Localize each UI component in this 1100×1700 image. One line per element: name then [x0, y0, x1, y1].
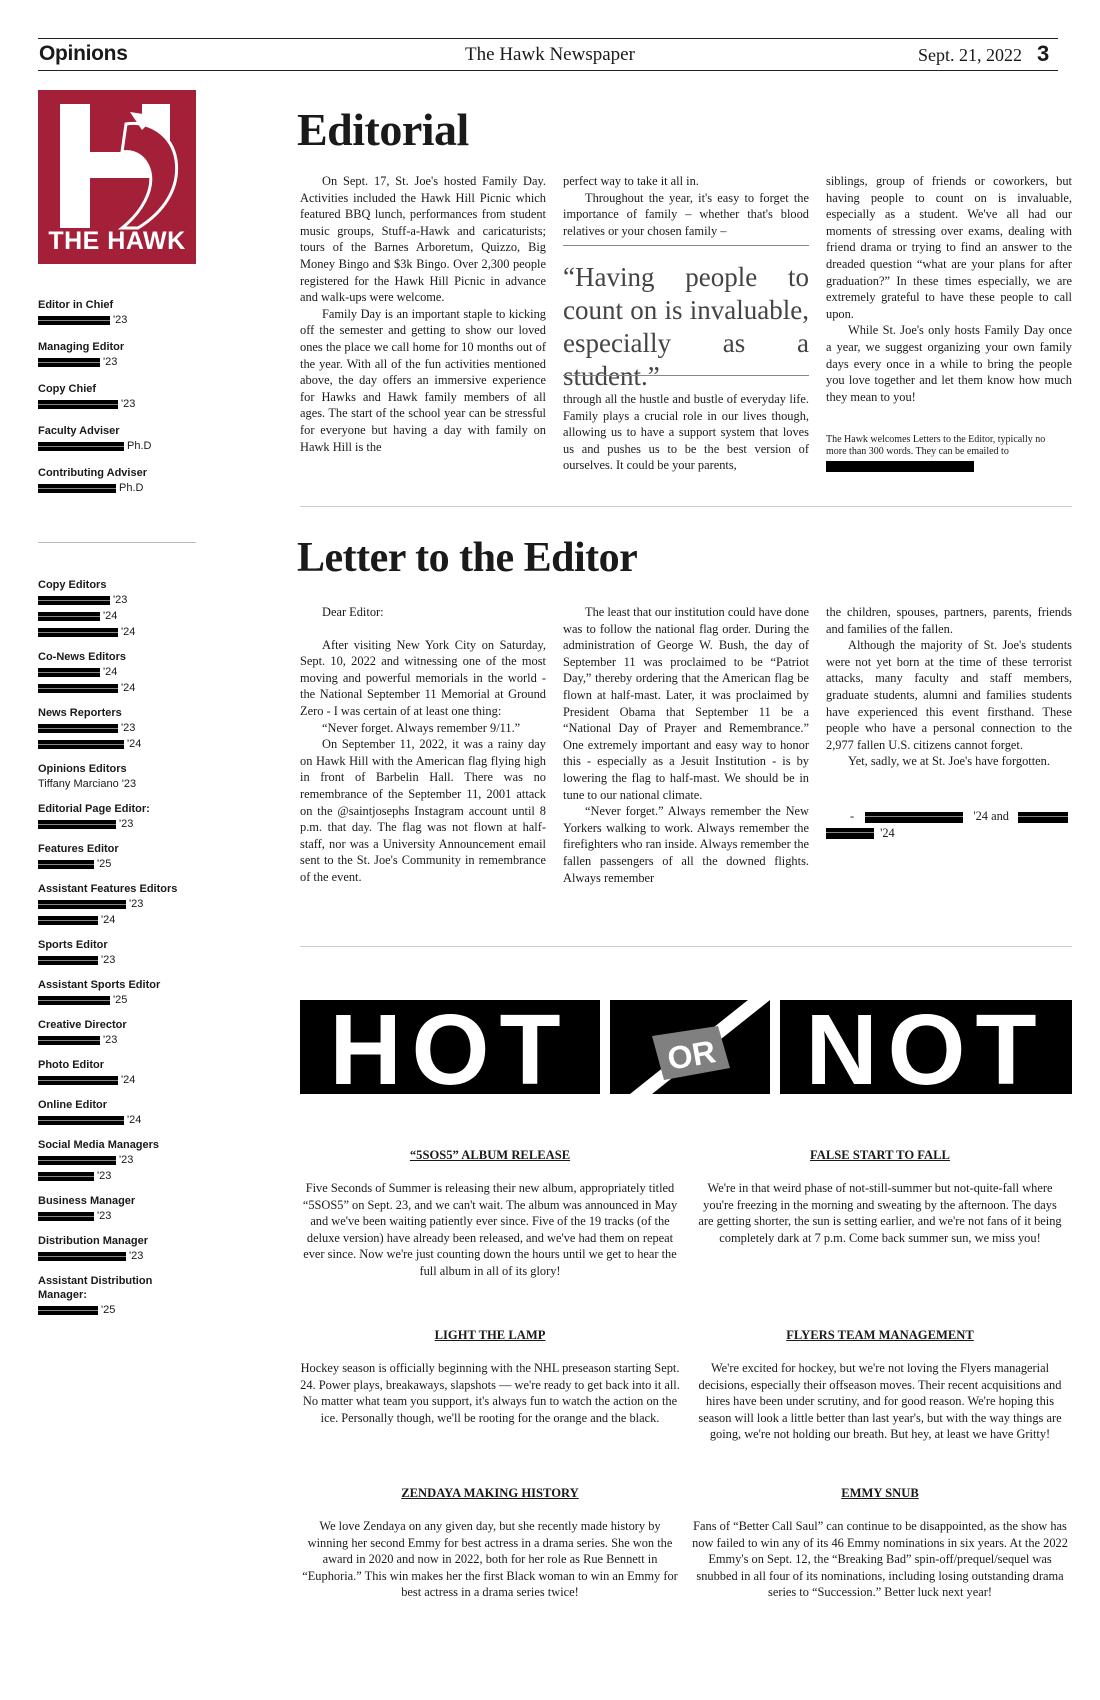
- hawk-logo: [38, 90, 196, 264]
- editorial-paragraph: perfect way to take it all in.: [563, 174, 699, 188]
- masthead-suffix: '24: [121, 1074, 136, 1086]
- redacted-name: [38, 484, 116, 493]
- masthead-person: [38, 592, 198, 608]
- masthead-role: Copy Chief: [38, 383, 97, 395]
- masthead-group: [38, 340, 198, 370]
- redacted-name: [38, 956, 98, 965]
- masthead-divider: [38, 542, 196, 543]
- pull-quote-rule-top: [563, 245, 809, 246]
- redacted-name: [38, 996, 110, 1005]
- redacted-name: [826, 828, 874, 839]
- masthead-group: [38, 1194, 198, 1224]
- letter-paragraph: Although the majority of St. Joe's students were not yet born at the time of these terrorist attacks, many faculty and staff members, graduate students, alumni and families students have experienced this event firsthand. These people who have a personal connection to the 2,977 fallen U.S. citizens cannot forget.: [826, 638, 1072, 752]
- masthead-person: [38, 992, 198, 1008]
- masthead-suffix: '23: [101, 954, 116, 966]
- not-item-body: Fans of “Better Call Saul” can continue to be disappointed, as the show has now failed to win any of its 46 Emmy nominations in six years. At the 2022 Emmy's on Sept. 12, the “Breaking Bad” spin-off/prequel/sequel was snubbed in all four of its nominations, including losing outstanding drama series to “Succession.” Better luck next year!: [692, 1519, 1068, 1600]
- redacted-name: [38, 916, 98, 925]
- letter-column-2: [563, 604, 809, 886]
- masthead-person: [38, 1152, 198, 1168]
- letter-salutation: Dear Editor:: [322, 605, 384, 619]
- redacted-name: [38, 316, 110, 325]
- masthead-suffix: '25: [113, 994, 128, 1006]
- masthead-group: [38, 938, 198, 968]
- masthead-suffix: '23: [121, 398, 136, 410]
- signature-dash: -: [850, 809, 855, 823]
- hot-word: HOT: [329, 996, 571, 1098]
- editorial-paragraph: Family Day is an important staple to kicking off the semester and getting to show our loved ones the place we call home for 10 months out of the year. With all of the fun activities mentioned above, the day offers an immersive experience for Hawks and Hawk family members of all ages. The start of the school year can be stressful for everyone but having a day with family on Hawk Hill is the: [300, 306, 546, 454]
- editorial-paragraph: Throughout the year, it's easy to forget the importance of family – whether that's blood relatives or your chosen family –: [563, 190, 809, 238]
- issue-date: Sept. 21, 2022: [918, 45, 1023, 65]
- masthead-role: Creative Director: [38, 1019, 127, 1031]
- masthead-person: [38, 816, 198, 832]
- hot-item-title: ZENDAYA MAKING HISTORY: [401, 1486, 579, 1500]
- redacted-name: [38, 1116, 124, 1125]
- masthead-group: [38, 1234, 198, 1264]
- masthead-person: [38, 664, 198, 680]
- hot-item-body: Hockey season is officially beginning with the NHL preseason starting Sept. 24. Power plays, breakaways, slapshots — we're ready to get back into it all. No matter what team you support, it's always fun to watch the action on the ice. Personally though, we'll be rooting for the orange and the black.: [300, 1361, 680, 1425]
- not-item-body: We're excited for hockey, but we're not loving the Flyers managerial decisions, especially their offseason moves. Their recent acquisitions and hires have been under scrutiny, and for good reason. We're hoping this season will look a little better than last year's, but with the way things are going, we're not holding our breath. But hey, at least we have Gritty!: [698, 1361, 1062, 1442]
- masthead-suffix: '24: [101, 914, 116, 926]
- letter-heading: Letter to the Editor: [297, 535, 638, 581]
- masthead-suffix: '25: [101, 1304, 116, 1316]
- masthead-suffix: '23: [121, 722, 136, 734]
- hot-item-title: LIGHT THE LAMP: [434, 1328, 546, 1342]
- pull-quote: “Having people to count on is invaluable, especially as a student.”: [563, 262, 809, 391]
- masthead-role: Opinions Editors: [38, 763, 127, 775]
- masthead-role: News Reporters: [38, 707, 122, 719]
- editorial-column-1: [300, 173, 546, 455]
- masthead-person: [38, 624, 198, 640]
- redacted-name: [865, 812, 963, 823]
- editorial-paragraph: While St. Joe's only hosts Family Day once a year, we suggest organizing your own family days every once in a while to bring the people you love together and let them know how much they mean to you!: [826, 323, 1072, 404]
- redacted-name: [38, 820, 116, 829]
- masthead-group: [38, 1058, 198, 1088]
- masthead-person: [38, 608, 198, 624]
- masthead-staff: [38, 578, 198, 1328]
- letter-paragraph: “Never forget.” Always remember the New Yorkers walking to work. Always remember the firefighters who ran inside. Always remember the fallen passengers of all the downed flights. Always remember: [563, 804, 810, 885]
- masthead-person: [38, 856, 198, 872]
- paper-name: The Hawk Newspaper: [465, 44, 635, 65]
- redacted-name: [38, 442, 124, 451]
- redacted-name: [38, 860, 94, 869]
- masthead-group: [38, 298, 198, 328]
- not-item-title: EMMY SNUB: [841, 1486, 919, 1500]
- masthead-suffix: '24: [121, 682, 136, 694]
- editorial-paragraph: through all the hustle and bustle of everyday life. Family plays a crucial role in our lives though, allowing us to have a support system that loves us and pushes us to be the best version of ourselves. It could be your parents,: [563, 392, 809, 473]
- letter-paragraph: Yet, sadly, we at St. Joe's have forgotten.: [848, 754, 1050, 769]
- masthead-person: [38, 912, 198, 928]
- masthead-leadership: [38, 298, 198, 508]
- masthead-person: [38, 438, 198, 454]
- masthead-group: [38, 762, 198, 792]
- masthead-suffix: '23: [113, 594, 128, 606]
- redacted-name: [1018, 812, 1068, 823]
- masthead-role: Assistant Sports Editor: [38, 979, 161, 991]
- masthead-suffix: '24: [103, 610, 118, 622]
- masthead-person: [38, 680, 198, 696]
- masthead-suffix: Ph.D: [119, 482, 144, 494]
- section-divider: [300, 946, 1072, 947]
- masthead-role: Assistant Distribution Manager:: [38, 1275, 153, 1301]
- hot-item-body: Five Seconds of Summer is releasing their new album, appropriately titled “5SOS5” on Sept. 23, and we can't wait. The album was announced in May and we've been waiting patiently ever since. Five of the 19 tracks (of the deluxe version) have already been released, and we've had them on repeat ever since. Now we're just counting down the hours until we get to hear the full album in all of its glory!: [302, 1181, 678, 1278]
- masthead-suffix: '24: [127, 1114, 142, 1126]
- editorial-column-2-bottom: [563, 391, 809, 474]
- redacted-name: [38, 596, 110, 605]
- masthead-suffix: '24: [121, 626, 136, 638]
- editorial-column-2: [563, 173, 809, 239]
- section-name: Opinions: [39, 42, 128, 65]
- logo-text: THE HAWK: [48, 227, 186, 255]
- redacted-name: [38, 1156, 116, 1165]
- masthead-role: Faculty Adviser: [38, 425, 120, 437]
- masthead-role: Business Manager: [38, 1195, 136, 1207]
- masthead-suffix: '23: [119, 1154, 134, 1166]
- section-divider: [300, 506, 1072, 507]
- masthead-role: Social Media Managers: [38, 1139, 160, 1151]
- masthead-person: [38, 1032, 198, 1048]
- masthead-suffix: '24: [103, 666, 118, 678]
- header-top-rule: [38, 38, 1058, 39]
- redacted-name: [38, 358, 100, 367]
- redacted-name: [38, 1036, 100, 1045]
- signature-year-2: '24: [880, 825, 895, 840]
- redacted-name: [38, 668, 100, 677]
- masthead-group: [38, 1274, 198, 1318]
- masthead-person: [38, 720, 198, 736]
- masthead-group: [38, 578, 198, 640]
- letter-paragraph: After visiting New York City on Saturday, Sept. 10, 2022 and witnessing one of the most moving and powerful memorials in the world - the National September 11 Memorial at Ground Zero - I was certain of at least one thing:: [300, 637, 546, 718]
- redacted-name: [38, 900, 126, 909]
- masthead-suffix: '23: [129, 898, 144, 910]
- letter-column-3: [826, 604, 1072, 770]
- masthead-suffix: '23: [97, 1210, 112, 1222]
- masthead-role: Managing Editor: [38, 341, 125, 353]
- redacted-name: [38, 612, 100, 621]
- masthead-role: Contributing Adviser: [38, 467, 147, 479]
- masthead-group: [38, 1018, 198, 1048]
- masthead-suffix: '23: [103, 1034, 118, 1046]
- letter-column-1: [300, 604, 546, 886]
- masthead-name: Tiffany Marciano '23: [38, 778, 137, 790]
- masthead-suffix: '23: [129, 1250, 144, 1262]
- redacted-name: [38, 1306, 98, 1315]
- masthead-person: [38, 896, 198, 912]
- masthead-suffix: '23: [97, 1170, 112, 1182]
- masthead-group: [38, 382, 198, 412]
- masthead-group: [38, 650, 198, 696]
- hot-or-not-banner: [300, 996, 1072, 1098]
- not-item-title: FALSE START TO FALL: [810, 1148, 950, 1162]
- masthead-suffix: '24: [127, 738, 142, 750]
- redacted-name: [38, 628, 118, 637]
- redacted-name: [38, 1212, 94, 1221]
- masthead-role: Copy Editors: [38, 579, 107, 591]
- masthead-suffix: '23: [119, 818, 134, 830]
- masthead-group: [38, 706, 198, 752]
- signature-year-1: '24 and: [973, 809, 1009, 823]
- masthead-role: Features Editor: [38, 843, 119, 855]
- masthead-group: [38, 1138, 198, 1184]
- header-bottom-rule: [38, 70, 1058, 71]
- not-item-body: We're in that weird phase of not-still-summer but not-quite-fall where you're freezing in the morning and sweating by the afternoon. The days are getting shorter, the sun is setting earlier, and we're not fans of it being completely dark at 7 p.m. Come back summer sun, we miss you!: [698, 1181, 1062, 1245]
- masthead-group: [38, 1098, 198, 1128]
- letter-paragraph: “Never forget. Always remember 9/11.”: [322, 720, 521, 735]
- masthead-person: [38, 312, 198, 328]
- masthead-suffix: '25: [97, 858, 112, 870]
- not-word: NOT: [805, 996, 1047, 1098]
- not-item-title: FLYERS TEAM MANAGEMENT: [786, 1328, 974, 1342]
- masthead-person: [38, 1112, 198, 1128]
- masthead-suffix: '23: [113, 314, 128, 326]
- letter-paragraph: the children, spouses, partners, parents, friends and families of the fallen.: [826, 605, 1072, 636]
- redacted-name: [38, 1172, 94, 1181]
- masthead-person: [38, 1208, 198, 1224]
- masthead-group: [38, 424, 198, 454]
- letter-paragraph: On September 11, 2022, it was a rainy day on Hawk Hill with the American flag flying high in front of Barbelin Hall. There was no remembrance of the September 11, 2001 attack on the @saintjosephs Instagram account until 8 p.m. that day. The flag was not flown at half-staff, nor was a University Announcement email sent to the St. Joe's Community in remembrance of the event.: [300, 737, 546, 884]
- hot-item-body: We love Zendaya on any given day, but she recently made history by winning her second Emmy for best actress in a drama series. She won the award in 2020 and now in 2022, both for her role as Rue Bennett in “Euphoria.” This win makes her the first Black woman to win an Emmy for best actress in a drama series twice!: [302, 1519, 678, 1600]
- redacted-name: [38, 1252, 126, 1261]
- masthead-role: Photo Editor: [38, 1059, 104, 1071]
- redacted-name: [38, 724, 118, 733]
- editorial-paragraph: siblings, group of friends or coworkers, but having people to count on is invaluable, especially as a student. We've all had our moments of stressing over exams, dealing with friend drama or trying to find an answer to the dreaded question “what are your plans for after graduation?” In these times especially, we are extremely grateful to have these people to call upon.: [826, 174, 1072, 321]
- redacted-name: [38, 1076, 118, 1085]
- redacted-name: [38, 740, 124, 749]
- masthead-person: [38, 776, 198, 792]
- letter-signature: [826, 808, 1072, 841]
- masthead-person: [38, 1302, 198, 1318]
- page-number: 3: [1037, 41, 1050, 66]
- masthead-group: [38, 978, 198, 1008]
- masthead-role: Distribution Manager: [38, 1235, 149, 1247]
- masthead-role: Sports Editor: [38, 939, 108, 951]
- masthead-person: [38, 1168, 198, 1184]
- or-word: OR: [664, 1033, 719, 1077]
- masthead-role: Online Editor: [38, 1099, 108, 1111]
- masthead-group: [38, 842, 198, 872]
- masthead-suffix: '23: [103, 356, 118, 368]
- letters-note: The Hawk welcomes Letters to the Editor, typically no more than 300 words. They can be emailed to: [826, 434, 1046, 457]
- editorial-heading: Editorial: [297, 104, 469, 155]
- masthead-role: Co-News Editors: [38, 651, 127, 663]
- masthead-group: [38, 802, 198, 832]
- masthead-person: [38, 952, 198, 968]
- masthead-person: [38, 396, 198, 412]
- masthead-person: [38, 1248, 198, 1264]
- redacted-name: [38, 684, 118, 693]
- masthead-group: [38, 466, 198, 496]
- editorial-paragraph: On Sept. 17, St. Joe's hosted Family Day. Activities included the Hawk Hill Picnic which featured BBQ lunch, performances from student music groups, Stuff-a-Hawk and caricaturists; tours of the Barnes Arboretum, Quizzo, Big Money Bingo and $3k Bingo. Over 2,300 people registered for the Hawk Hill Picnic in advance and walk-ups were welcome.: [300, 174, 546, 305]
- hot-item-title: “5SOS5” ALBUM RELEASE: [409, 1148, 571, 1162]
- masthead-suffix: Ph.D: [127, 440, 152, 452]
- redacted-name: [38, 400, 118, 409]
- masthead-person: [38, 354, 198, 370]
- masthead-group: [38, 882, 198, 928]
- masthead-role: Editorial Page Editor:: [38, 803, 150, 815]
- editorial-column-3: [826, 173, 1072, 405]
- masthead-role: Editor in Chief: [38, 299, 114, 311]
- masthead-person: [38, 480, 198, 496]
- masthead-role: Assistant Features Editors: [38, 883, 178, 895]
- pull-quote-rule-bottom: [563, 375, 809, 376]
- redacted-email: [826, 461, 974, 472]
- letter-paragraph: The least that our institution could have done was to follow the national flag order. During the administration of George W. Bush, the day of September 11 was proclaimed to be “Patriot Day,” thereby ordering that the American flag be flown at half-mast. Later, it was proclaimed by President Obama that September 11 be a “National Day of Prayer and Remembrance.” One extremely important and easy way to honor this - especially as a Jesuit Institution - is by lowering the flag to half-mast. We should be in tune to our national climate.: [563, 605, 810, 802]
- masthead-person: [38, 1072, 198, 1088]
- masthead-person: [38, 736, 198, 752]
